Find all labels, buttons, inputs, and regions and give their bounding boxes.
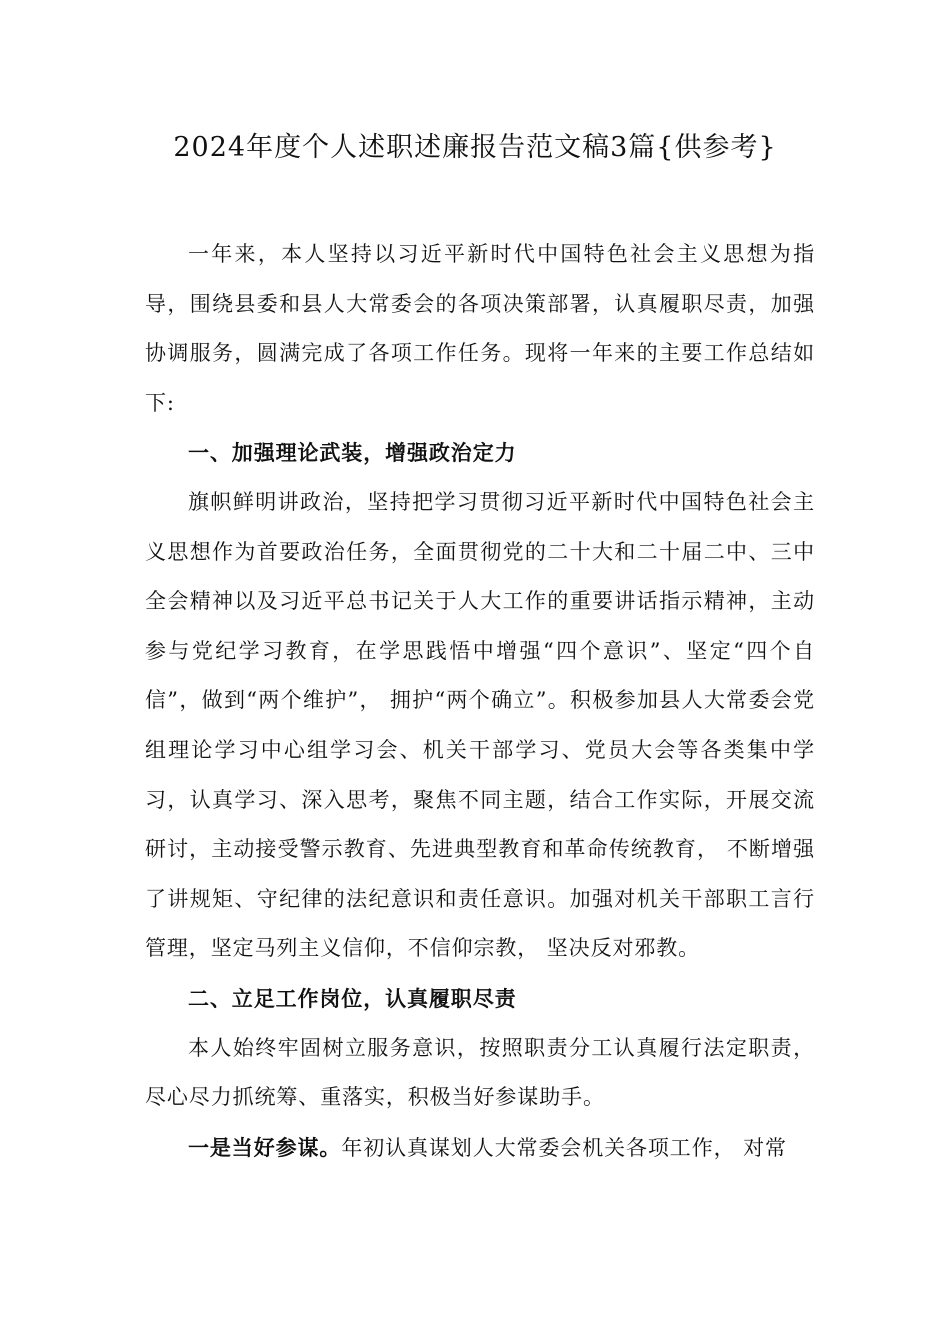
point-1-text: 年初认真谋划人大常委会机关各项工作， 对常 bbox=[341, 1135, 787, 1160]
section-heading-1: 一、加强理论武装，增强政治定力 bbox=[188, 440, 517, 466]
point-1-lead: 一是当好参谋。 bbox=[188, 1134, 342, 1160]
document-title: 2024年度个人述职述廉报告范文稿3篇{供参考} bbox=[173, 132, 777, 163]
section-2-paragraph: 本人始终牢固树立服务意识，按照职责分工认真履行法定职责，尽心尽力抓统筹、重落实，积极当好参谋助手。 bbox=[145, 1035, 815, 1110]
intro-paragraph: 一年来，本人坚持以习近平新时代中国特色社会主义思想为指导，围绕县委和县人大常委会的各项决策部署，认真履职尽责，加强协调服务，圆满完成了各项工作任务。现将一年来的主要工作总结如下: bbox=[145, 242, 815, 415]
section-2-point-1 bbox=[145, 1123, 815, 1174]
document-body bbox=[145, 230, 815, 1173]
section-1-paragraph: 旗帜鲜明讲政治，坚持把学习贯彻习近平新时代中国特色社会主义思想作为首要政治任务，全面贯彻党的二十大和二十届二中、三中全会精神以及习近平总书记关于人大工作的重要讲话指示精神，主动参与党纪学习教育，在学思践悟中增强“四个意识”、坚定“四个自信”，做到“两个维护”， 拥护“两个确立”。积极参加县人大常委会党组理论学习中心组学习会、机关干部学习、党员大会等各类集中学习，认真学习、深入思考，聚焦不同主题，结合工作实际，开展交流研讨，主动接受警示教育、先进典型教育和革命传统教育， 不断增强了讲规矩、守纪律的法纪意识和责任意识。加强对机关干部职工言行管理，坚定马列主义信仰，不信仰宗教， 坚决反对邪教。 bbox=[145, 489, 815, 961]
section-heading-2: 二、立足工作岗位，认真履职尽责 bbox=[188, 985, 517, 1011]
